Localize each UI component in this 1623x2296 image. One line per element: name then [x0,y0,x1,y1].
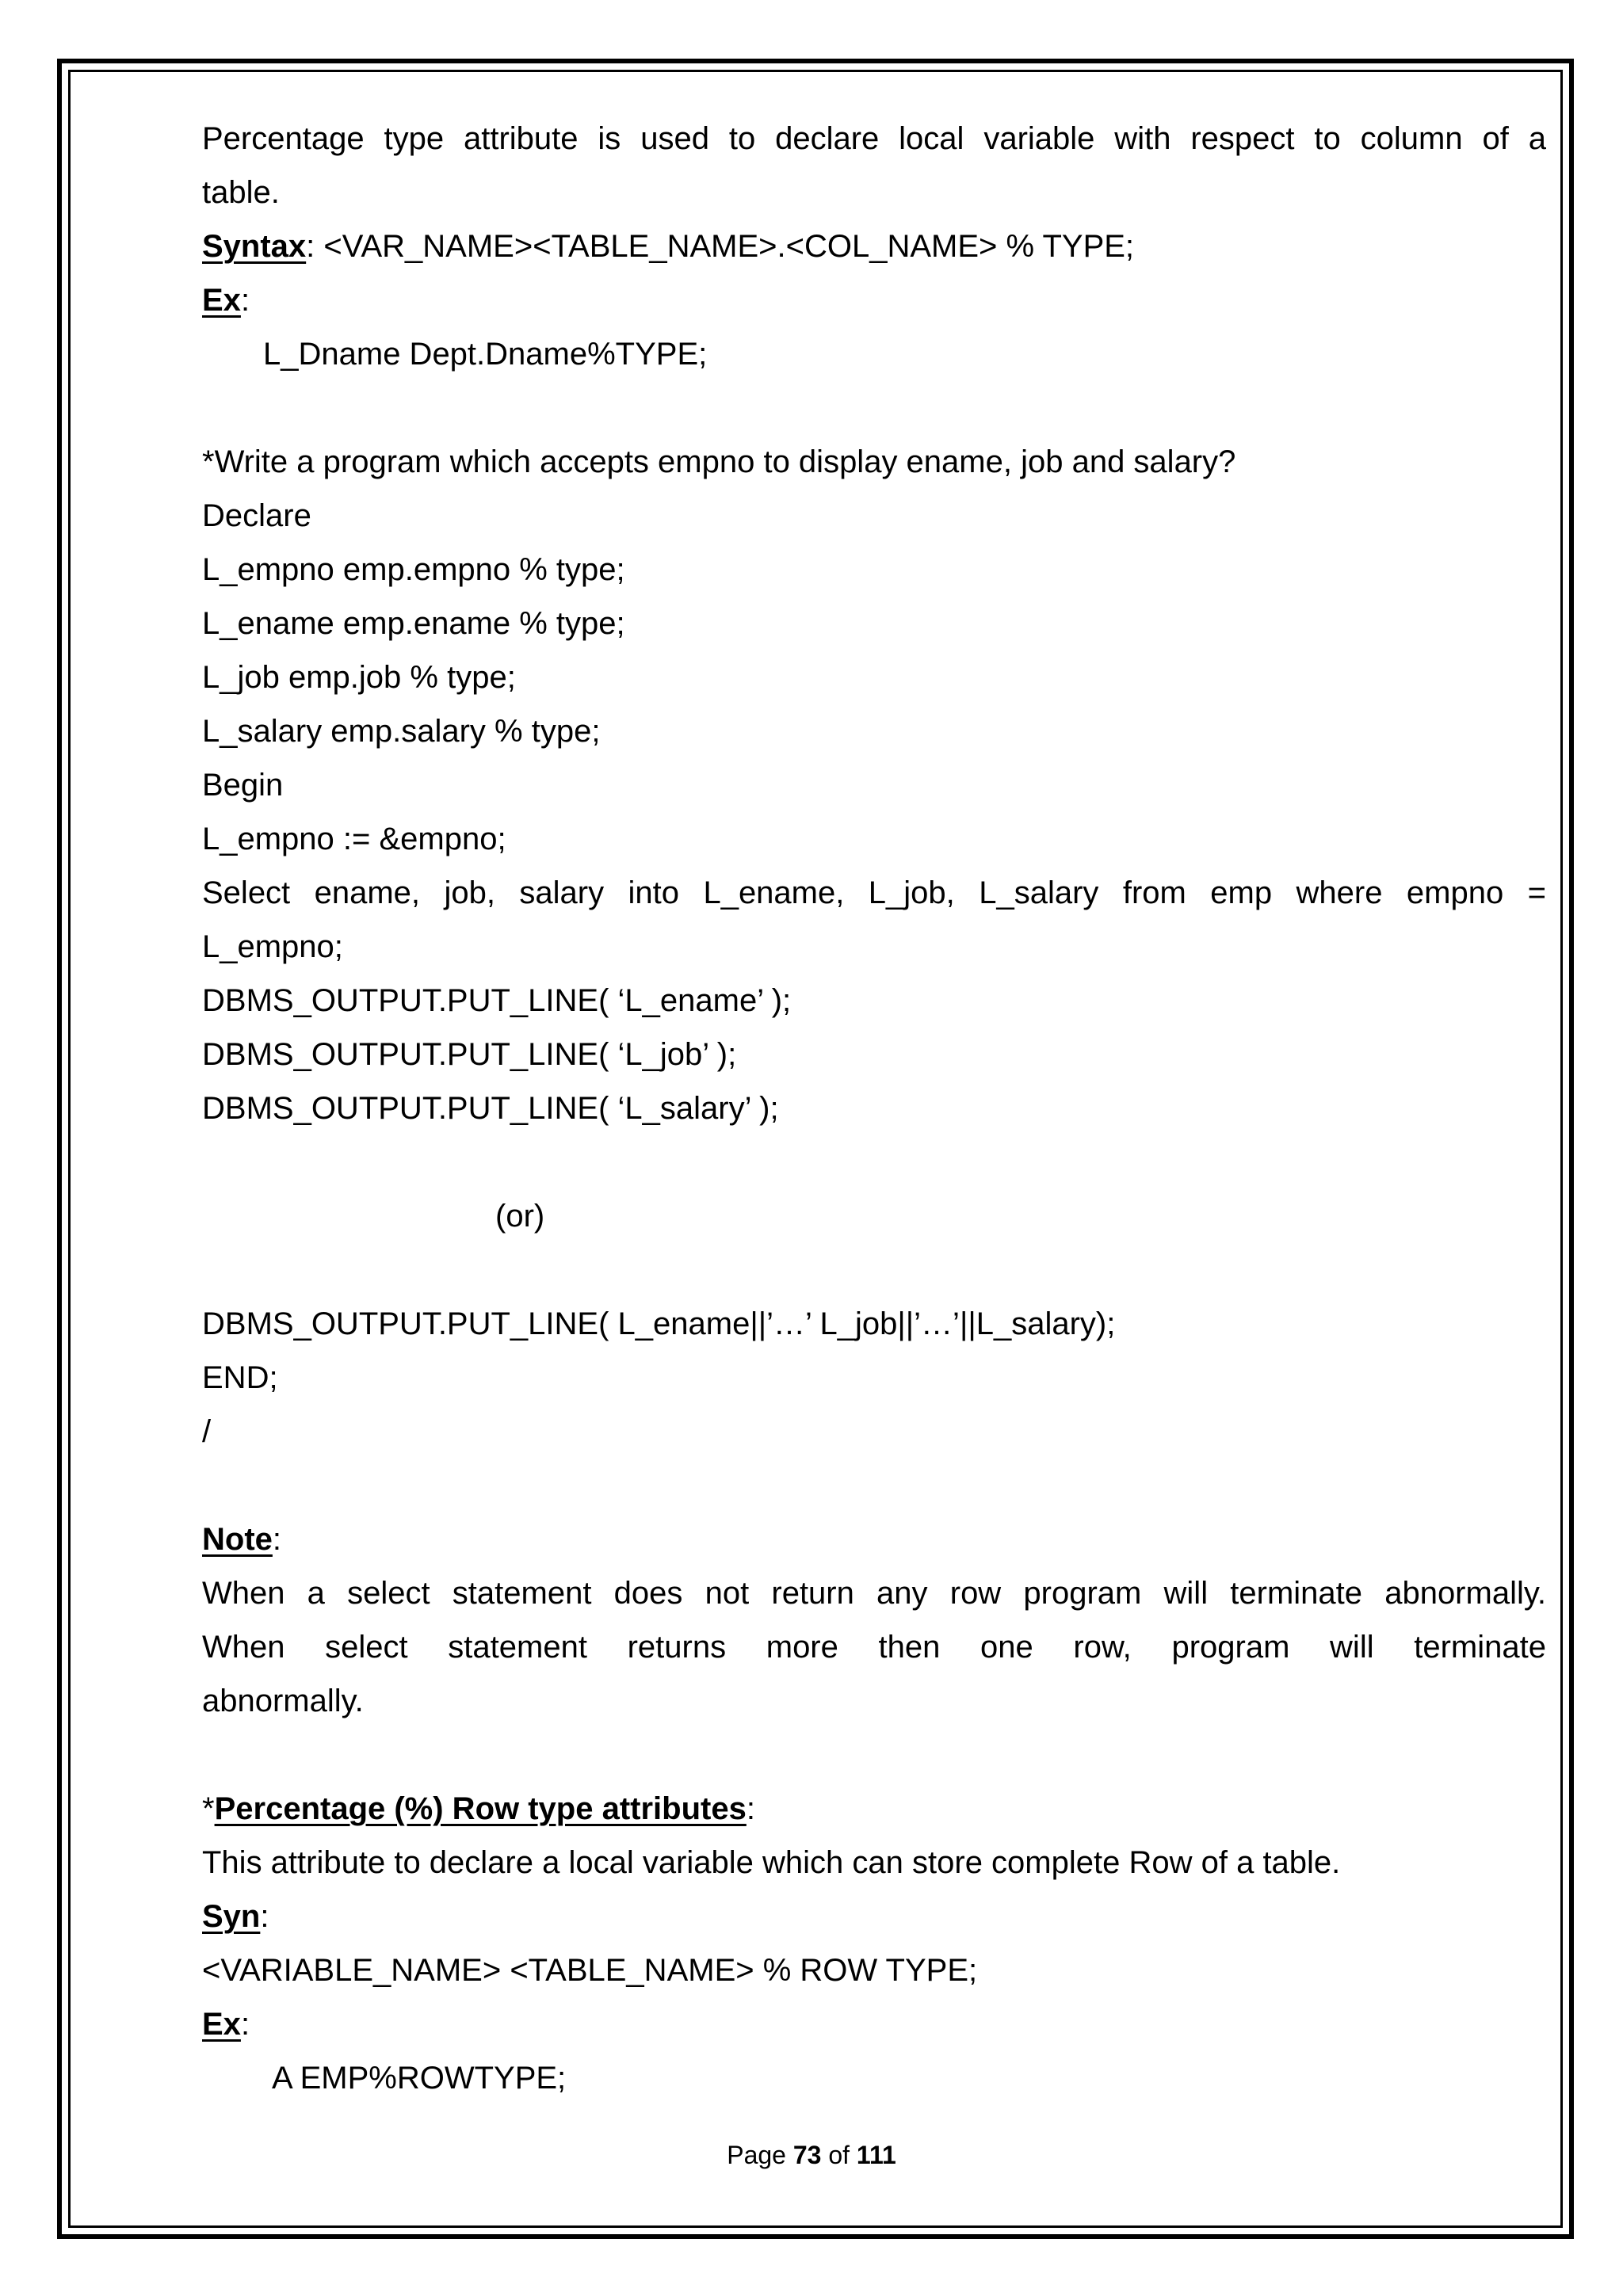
blank-line [202,1459,1546,1512]
program-line-salary: L_salary emp.salary % type; [202,714,601,749]
footer-of-word: of [821,2141,857,2169]
intro-line-2: table. [202,175,280,210]
example-1-colon: : [240,283,250,318]
example-1-label: Ex [202,283,241,318]
program-line-begin: Begin [202,768,284,803]
program-select-line-1: Select ename, job, salary into L_ename, L_job, L_salary from emp where empno = [202,875,1546,910]
example-1-code: L_Dname Dept.Dname%TYPE; [263,337,708,372]
program-alt-output: DBMS_OUTPUT.PUT_LINE( L_ename||’…’ L_job||’…’||L_salary); [202,1306,1116,1341]
syntax-colon: : [306,229,315,264]
rowtype-ex-label: Ex [202,2007,241,2042]
rowtype-syn-colon: : [260,1899,269,1934]
rowtype-star: * [202,1791,215,1826]
syntax-line [202,219,1546,273]
program-line-ename: L_ename emp.ename % type; [202,606,625,641]
syntax-text: <VAR_NAME><TABLE_NAME>.<COL_NAME> % TYPE; [315,229,1135,264]
program-or: (or) [495,1199,545,1234]
program-slash: / [202,1414,212,1449]
note-label: Note [202,1522,273,1557]
rowtype-syn-label: Syn [202,1899,261,1934]
program-select-line-2: L_empno; [202,929,343,964]
blank-line [202,381,1546,435]
example-1-label-line [202,273,1546,327]
footer-current-page: 73 [792,2141,822,2169]
rowtype-ex-colon: : [240,2007,250,2042]
program-line-assign: L_empno := &empno; [202,822,506,856]
blank-line [202,1243,1546,1297]
rowtype-heading-line [202,1782,1546,1836]
rowtype-colon: : [746,1791,755,1826]
blank-line [202,1135,1546,1189]
rowtype-ex-code: A EMP%ROWTYPE; [272,2061,567,2096]
syntax-label: Syntax [202,229,307,264]
page-content [202,112,1546,2105]
intro-line-1: Percentage type attribute is used to declare local variable with respect to column of a [202,121,1546,156]
note-line-1: When a select statement does not return any row program will terminate abnormally. [202,1576,1546,1611]
rowtype-ex-label-line [202,1997,1546,2051]
program-line-empno: L_empno emp.empno % type; [202,552,625,587]
program-line-declare: Declare [202,498,311,533]
program-output-ename: DBMS_OUTPUT.PUT_LINE( ‘L_ename’ ); [202,983,792,1018]
page-footer [0,2139,1623,2171]
program-end: END; [202,1360,278,1395]
note-line-2: When select statement returns more then one row, program will terminate [202,1630,1546,1665]
program-output-job: DBMS_OUTPUT.PUT_LINE( ‘L_job’ ); [202,1037,737,1072]
program-question: *Write a program which accepts empno to display ename, job and salary? [202,444,1236,479]
rowtype-syn-text: <VARIABLE_NAME> <TABLE_NAME> % ROW TYPE; [202,1953,978,1988]
rowtype-syn-label-line [202,1890,1546,1943]
note-line-3: abnormally. [202,1684,364,1718]
note-colon: : [272,1522,282,1557]
footer-page-word: Page [727,2141,793,2169]
program-line-job: L_job emp.job % type; [202,660,516,695]
rowtype-description: This attribute to declare a local variable which can store complete Row of a table. [202,1845,1341,1880]
program-output-salary: DBMS_OUTPUT.PUT_LINE( ‘L_salary’ ); [202,1091,779,1126]
footer-total-pages: 111 [856,2141,896,2169]
rowtype-heading: Percentage (%) Row type attributes [214,1791,747,1826]
note-label-line [202,1512,1546,1566]
blank-line [202,1728,1546,1782]
